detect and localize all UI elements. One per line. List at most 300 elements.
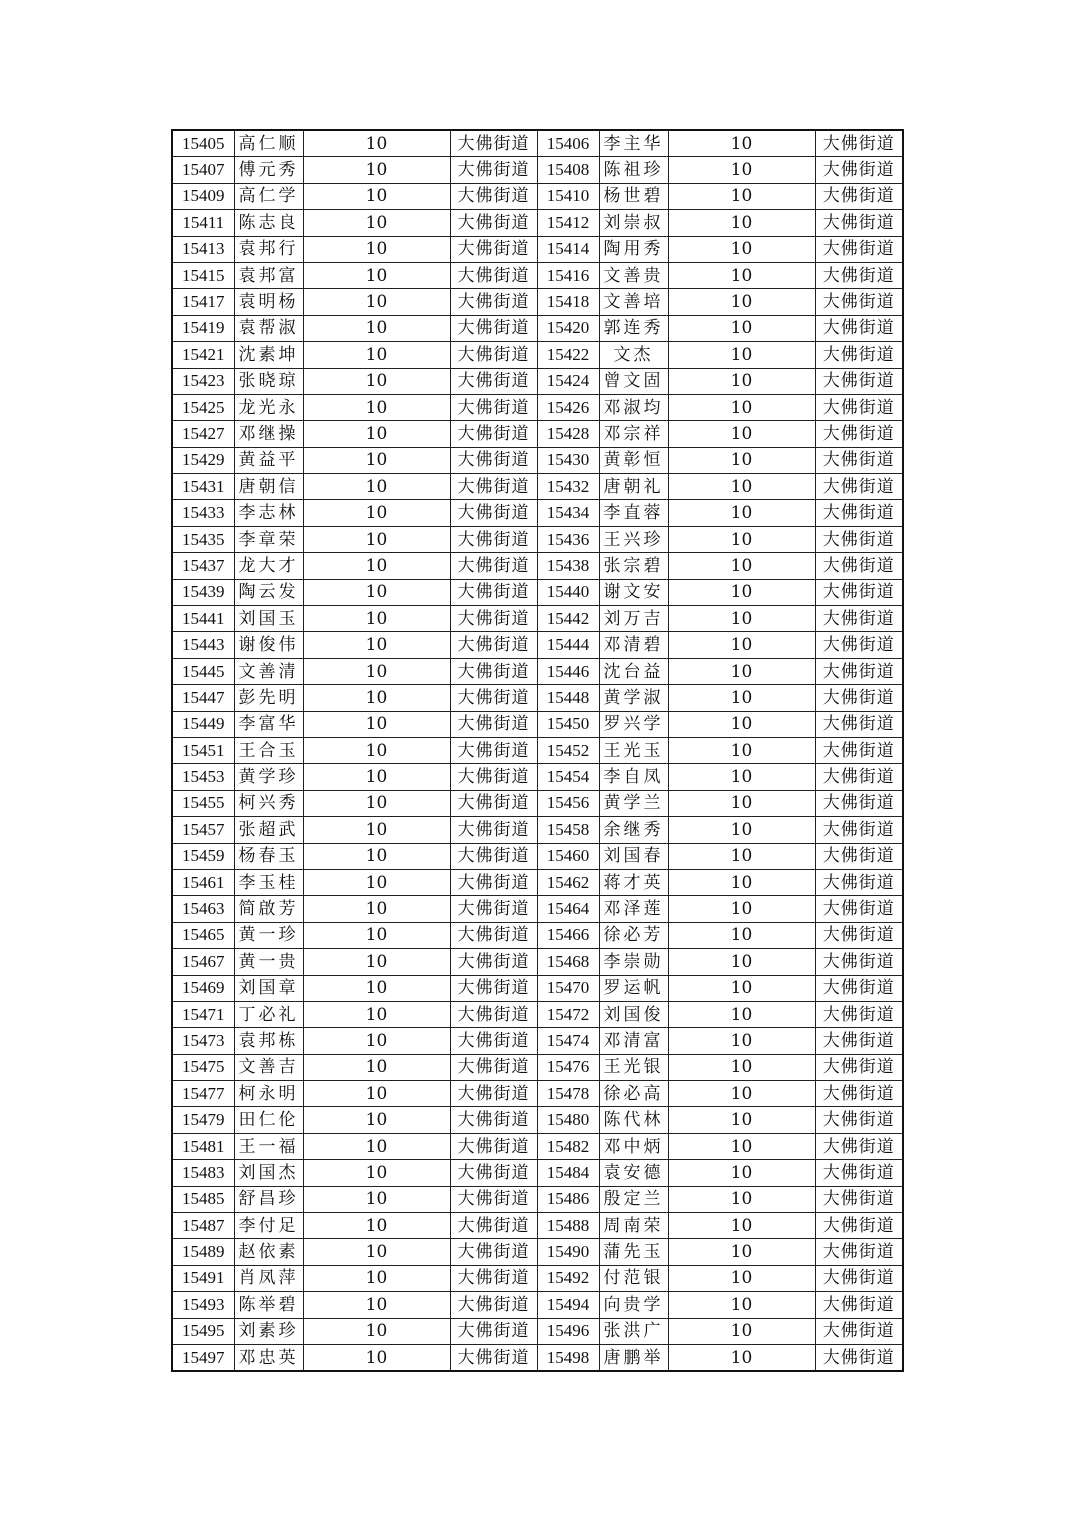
amount-value: 10 bbox=[668, 606, 815, 632]
street-name: 大佛街道 bbox=[450, 130, 537, 157]
record-number: 15415 bbox=[172, 262, 234, 288]
person-name: 付范银 bbox=[599, 1265, 668, 1291]
record-number: 15414 bbox=[537, 236, 599, 262]
record-number: 15442 bbox=[537, 606, 599, 632]
street-name: 大佛街道 bbox=[450, 157, 537, 183]
person-name: 邓淑均 bbox=[599, 394, 668, 420]
amount-value: 10 bbox=[303, 1344, 450, 1371]
record-number: 15419 bbox=[172, 315, 234, 341]
record-number: 15453 bbox=[172, 764, 234, 790]
table-row bbox=[172, 843, 903, 869]
person-name: 张晓琼 bbox=[234, 368, 303, 394]
person-name: 王光银 bbox=[599, 1054, 668, 1080]
record-number: 15478 bbox=[537, 1081, 599, 1107]
record-number: 15427 bbox=[172, 421, 234, 447]
street-name: 大佛街道 bbox=[450, 1028, 537, 1054]
amount-value: 10 bbox=[303, 421, 450, 447]
street-name: 大佛街道 bbox=[450, 1081, 537, 1107]
street-name: 大佛街道 bbox=[815, 711, 903, 737]
person-name: 邓宗祥 bbox=[599, 421, 668, 447]
roster-body bbox=[172, 130, 903, 1371]
street-name: 大佛街道 bbox=[450, 949, 537, 975]
person-name: 张洪广 bbox=[599, 1318, 668, 1344]
person-name: 黄益平 bbox=[234, 447, 303, 473]
person-name: 陈祖珍 bbox=[599, 157, 668, 183]
record-number: 15444 bbox=[537, 632, 599, 658]
street-name: 大佛街道 bbox=[815, 606, 903, 632]
amount-value: 10 bbox=[668, 342, 815, 368]
amount-value: 10 bbox=[668, 632, 815, 658]
record-number: 15422 bbox=[537, 342, 599, 368]
record-number: 15459 bbox=[172, 843, 234, 869]
person-name: 刘国俊 bbox=[599, 1001, 668, 1027]
street-name: 大佛街道 bbox=[450, 1160, 537, 1186]
street-name: 大佛街道 bbox=[815, 526, 903, 552]
person-name: 田仁伦 bbox=[234, 1107, 303, 1133]
record-number: 15436 bbox=[537, 526, 599, 552]
person-name: 袁帮淑 bbox=[234, 315, 303, 341]
record-number: 15477 bbox=[172, 1081, 234, 1107]
person-name: 杨春玉 bbox=[234, 843, 303, 869]
amount-value: 10 bbox=[668, 843, 815, 869]
table-row bbox=[172, 1318, 903, 1344]
amount-value: 10 bbox=[303, 526, 450, 552]
street-name: 大佛街道 bbox=[815, 368, 903, 394]
record-number: 15430 bbox=[537, 447, 599, 473]
street-name: 大佛街道 bbox=[450, 685, 537, 711]
record-number: 15446 bbox=[537, 658, 599, 684]
record-number: 15413 bbox=[172, 236, 234, 262]
person-name: 黄彰恒 bbox=[599, 447, 668, 473]
amount-value: 10 bbox=[303, 130, 450, 157]
street-name: 大佛街道 bbox=[450, 183, 537, 209]
amount-value: 10 bbox=[668, 869, 815, 895]
table-row bbox=[172, 658, 903, 684]
record-number: 15418 bbox=[537, 289, 599, 315]
street-name: 大佛街道 bbox=[815, 474, 903, 500]
amount-value: 10 bbox=[303, 262, 450, 288]
person-name: 简啟芳 bbox=[234, 896, 303, 922]
person-name: 彭先明 bbox=[234, 685, 303, 711]
person-name: 黄一珍 bbox=[234, 922, 303, 948]
amount-value: 10 bbox=[668, 1292, 815, 1318]
record-number: 15425 bbox=[172, 394, 234, 420]
record-number: 15443 bbox=[172, 632, 234, 658]
person-name: 李玉桂 bbox=[234, 869, 303, 895]
amount-value: 10 bbox=[668, 500, 815, 526]
person-name: 陶云发 bbox=[234, 579, 303, 605]
street-name: 大佛街道 bbox=[815, 1265, 903, 1291]
street-name: 大佛街道 bbox=[815, 949, 903, 975]
street-name: 大佛街道 bbox=[815, 183, 903, 209]
record-number: 15498 bbox=[537, 1344, 599, 1371]
person-name: 赵依素 bbox=[234, 1239, 303, 1265]
record-number: 15439 bbox=[172, 579, 234, 605]
person-name: 王兴珍 bbox=[599, 526, 668, 552]
amount-value: 10 bbox=[668, 421, 815, 447]
street-name: 大佛街道 bbox=[815, 685, 903, 711]
record-number: 15481 bbox=[172, 1133, 234, 1159]
record-number: 15476 bbox=[537, 1054, 599, 1080]
street-name: 大佛街道 bbox=[815, 500, 903, 526]
person-name: 向贵学 bbox=[599, 1292, 668, 1318]
amount-value: 10 bbox=[668, 685, 815, 711]
amount-value: 10 bbox=[303, 236, 450, 262]
amount-value: 10 bbox=[668, 183, 815, 209]
street-name: 大佛街道 bbox=[815, 394, 903, 420]
table-row bbox=[172, 183, 903, 209]
record-number: 15485 bbox=[172, 1186, 234, 1212]
amount-value: 10 bbox=[303, 896, 450, 922]
record-number: 15451 bbox=[172, 737, 234, 763]
street-name: 大佛街道 bbox=[450, 922, 537, 948]
record-number: 15480 bbox=[537, 1107, 599, 1133]
table-row bbox=[172, 896, 903, 922]
amount-value: 10 bbox=[303, 1081, 450, 1107]
amount-value: 10 bbox=[668, 474, 815, 500]
amount-value: 10 bbox=[303, 183, 450, 209]
record-number: 15464 bbox=[537, 896, 599, 922]
street-name: 大佛街道 bbox=[815, 764, 903, 790]
street-name: 大佛街道 bbox=[815, 843, 903, 869]
person-name: 唐朝信 bbox=[234, 474, 303, 500]
person-name: 杨世碧 bbox=[599, 183, 668, 209]
amount-value: 10 bbox=[303, 975, 450, 1001]
street-name: 大佛街道 bbox=[450, 632, 537, 658]
street-name: 大佛街道 bbox=[450, 1344, 537, 1371]
amount-value: 10 bbox=[303, 579, 450, 605]
amount-value: 10 bbox=[303, 764, 450, 790]
street-name: 大佛街道 bbox=[815, 896, 903, 922]
street-name: 大佛街道 bbox=[815, 130, 903, 157]
street-name: 大佛街道 bbox=[815, 1239, 903, 1265]
table-row bbox=[172, 737, 903, 763]
street-name: 大佛街道 bbox=[450, 421, 537, 447]
amount-value: 10 bbox=[668, 526, 815, 552]
record-number: 15470 bbox=[537, 975, 599, 1001]
record-number: 15447 bbox=[172, 685, 234, 711]
record-number: 15467 bbox=[172, 949, 234, 975]
person-name: 蒋才英 bbox=[599, 869, 668, 895]
street-name: 大佛街道 bbox=[450, 711, 537, 737]
person-name: 袁邦栋 bbox=[234, 1028, 303, 1054]
person-name: 谢文安 bbox=[599, 579, 668, 605]
street-name: 大佛街道 bbox=[450, 1213, 537, 1239]
amount-value: 10 bbox=[303, 817, 450, 843]
amount-value: 10 bbox=[303, 1160, 450, 1186]
street-name: 大佛街道 bbox=[815, 922, 903, 948]
person-name: 陈举碧 bbox=[234, 1292, 303, 1318]
amount-value: 10 bbox=[668, 447, 815, 473]
person-name: 龙大才 bbox=[234, 553, 303, 579]
amount-value: 10 bbox=[668, 289, 815, 315]
person-name: 刘万吉 bbox=[599, 606, 668, 632]
person-name: 唐朝礼 bbox=[599, 474, 668, 500]
record-number: 15463 bbox=[172, 896, 234, 922]
amount-value: 10 bbox=[303, 210, 450, 236]
amount-value: 10 bbox=[303, 157, 450, 183]
amount-value: 10 bbox=[668, 1001, 815, 1027]
amount-value: 10 bbox=[668, 579, 815, 605]
table-row bbox=[172, 157, 903, 183]
amount-value: 10 bbox=[303, 500, 450, 526]
record-number: 15417 bbox=[172, 289, 234, 315]
street-name: 大佛街道 bbox=[450, 526, 537, 552]
person-name: 李直蓉 bbox=[599, 500, 668, 526]
table-row bbox=[172, 368, 903, 394]
street-name: 大佛街道 bbox=[815, 157, 903, 183]
street-name: 大佛街道 bbox=[815, 869, 903, 895]
amount-value: 10 bbox=[303, 342, 450, 368]
amount-value: 10 bbox=[668, 315, 815, 341]
street-name: 大佛街道 bbox=[450, 474, 537, 500]
street-name: 大佛街道 bbox=[815, 236, 903, 262]
record-number: 15405 bbox=[172, 130, 234, 157]
street-name: 大佛街道 bbox=[815, 262, 903, 288]
amount-value: 10 bbox=[303, 658, 450, 684]
amount-value: 10 bbox=[303, 1054, 450, 1080]
street-name: 大佛街道 bbox=[450, 315, 537, 341]
amount-value: 10 bbox=[303, 1133, 450, 1159]
record-number: 15495 bbox=[172, 1318, 234, 1344]
person-name: 李主华 bbox=[599, 130, 668, 157]
person-name: 邓忠英 bbox=[234, 1344, 303, 1371]
street-name: 大佛街道 bbox=[450, 975, 537, 1001]
record-number: 15433 bbox=[172, 500, 234, 526]
person-name: 黄学珍 bbox=[234, 764, 303, 790]
person-name: 郭连秀 bbox=[599, 315, 668, 341]
record-number: 15423 bbox=[172, 368, 234, 394]
record-number: 15450 bbox=[537, 711, 599, 737]
person-name: 周南荣 bbox=[599, 1213, 668, 1239]
table-row bbox=[172, 342, 903, 368]
person-name: 陈志良 bbox=[234, 210, 303, 236]
record-number: 15420 bbox=[537, 315, 599, 341]
person-name: 丁必礼 bbox=[234, 1001, 303, 1027]
table-row bbox=[172, 764, 903, 790]
record-number: 15408 bbox=[537, 157, 599, 183]
record-number: 15452 bbox=[537, 737, 599, 763]
table-row bbox=[172, 394, 903, 420]
person-name: 高仁学 bbox=[234, 183, 303, 209]
street-name: 大佛街道 bbox=[815, 1318, 903, 1344]
street-name: 大佛街道 bbox=[450, 289, 537, 315]
table-row bbox=[172, 579, 903, 605]
person-name: 袁邦富 bbox=[234, 262, 303, 288]
person-name: 蒲先玉 bbox=[599, 1239, 668, 1265]
amount-value: 10 bbox=[303, 447, 450, 473]
street-name: 大佛街道 bbox=[815, 975, 903, 1001]
person-name: 文善培 bbox=[599, 289, 668, 315]
record-number: 15465 bbox=[172, 922, 234, 948]
record-number: 15409 bbox=[172, 183, 234, 209]
amount-value: 10 bbox=[303, 843, 450, 869]
person-name: 李富华 bbox=[234, 711, 303, 737]
street-name: 大佛街道 bbox=[450, 500, 537, 526]
person-name: 柯永明 bbox=[234, 1081, 303, 1107]
amount-value: 10 bbox=[668, 1160, 815, 1186]
record-number: 15440 bbox=[537, 579, 599, 605]
amount-value: 10 bbox=[668, 1239, 815, 1265]
amount-value: 10 bbox=[668, 1344, 815, 1371]
table-row bbox=[172, 1292, 903, 1318]
person-name: 舒昌珍 bbox=[234, 1186, 303, 1212]
street-name: 大佛街道 bbox=[450, 1107, 537, 1133]
amount-value: 10 bbox=[303, 1265, 450, 1291]
street-name: 大佛街道 bbox=[450, 342, 537, 368]
amount-value: 10 bbox=[303, 1292, 450, 1318]
person-name: 傅元秀 bbox=[234, 157, 303, 183]
amount-value: 10 bbox=[303, 711, 450, 737]
record-number: 15493 bbox=[172, 1292, 234, 1318]
table-row bbox=[172, 1054, 903, 1080]
amount-value: 10 bbox=[303, 1186, 450, 1212]
amount-value: 10 bbox=[668, 236, 815, 262]
street-name: 大佛街道 bbox=[450, 447, 537, 473]
amount-value: 10 bbox=[668, 1213, 815, 1239]
record-number: 15407 bbox=[172, 157, 234, 183]
record-number: 15448 bbox=[537, 685, 599, 711]
person-name: 柯兴秀 bbox=[234, 790, 303, 816]
record-number: 15421 bbox=[172, 342, 234, 368]
record-number: 15432 bbox=[537, 474, 599, 500]
street-name: 大佛街道 bbox=[815, 421, 903, 447]
table-row bbox=[172, 869, 903, 895]
street-name: 大佛街道 bbox=[450, 262, 537, 288]
table-row bbox=[172, 526, 903, 552]
street-name: 大佛街道 bbox=[450, 1186, 537, 1212]
street-name: 大佛街道 bbox=[815, 1107, 903, 1133]
person-name: 王合玉 bbox=[234, 737, 303, 763]
record-number: 15462 bbox=[537, 869, 599, 895]
record-number: 15431 bbox=[172, 474, 234, 500]
amount-value: 10 bbox=[668, 1186, 815, 1212]
table-row bbox=[172, 790, 903, 816]
person-name: 刘国玉 bbox=[234, 606, 303, 632]
amount-value: 10 bbox=[303, 1107, 450, 1133]
street-name: 大佛街道 bbox=[450, 817, 537, 843]
person-name: 高仁顺 bbox=[234, 130, 303, 157]
record-number: 15435 bbox=[172, 526, 234, 552]
record-number: 15461 bbox=[172, 869, 234, 895]
table-row bbox=[172, 474, 903, 500]
record-number: 15469 bbox=[172, 975, 234, 1001]
street-name: 大佛街道 bbox=[815, 579, 903, 605]
record-number: 15466 bbox=[537, 922, 599, 948]
amount-value: 10 bbox=[668, 922, 815, 948]
person-name: 李志林 bbox=[234, 500, 303, 526]
table-row bbox=[172, 447, 903, 473]
amount-value: 10 bbox=[668, 949, 815, 975]
amount-value: 10 bbox=[668, 1054, 815, 1080]
record-number: 15458 bbox=[537, 817, 599, 843]
record-number: 15492 bbox=[537, 1265, 599, 1291]
table-row bbox=[172, 289, 903, 315]
person-name: 邓清富 bbox=[599, 1028, 668, 1054]
person-name: 肖凤萍 bbox=[234, 1265, 303, 1291]
person-name: 邓泽莲 bbox=[599, 896, 668, 922]
amount-value: 10 bbox=[668, 262, 815, 288]
record-number: 15457 bbox=[172, 817, 234, 843]
person-name: 罗运帆 bbox=[599, 975, 668, 1001]
amount-value: 10 bbox=[303, 737, 450, 763]
record-number: 15491 bbox=[172, 1265, 234, 1291]
amount-value: 10 bbox=[303, 949, 450, 975]
record-number: 15490 bbox=[537, 1239, 599, 1265]
amount-value: 10 bbox=[668, 157, 815, 183]
person-name: 李付足 bbox=[234, 1213, 303, 1239]
amount-value: 10 bbox=[303, 606, 450, 632]
record-number: 15441 bbox=[172, 606, 234, 632]
record-number: 15460 bbox=[537, 843, 599, 869]
amount-value: 10 bbox=[668, 1133, 815, 1159]
person-name: 邓继操 bbox=[234, 421, 303, 447]
street-name: 大佛街道 bbox=[815, 1081, 903, 1107]
street-name: 大佛街道 bbox=[815, 289, 903, 315]
street-name: 大佛街道 bbox=[450, 1292, 537, 1318]
roster-table bbox=[171, 129, 904, 1372]
table-row bbox=[172, 1001, 903, 1027]
person-name: 邓清碧 bbox=[599, 632, 668, 658]
person-name: 罗兴学 bbox=[599, 711, 668, 737]
amount-value: 10 bbox=[303, 869, 450, 895]
table-row bbox=[172, 1186, 903, 1212]
record-number: 15483 bbox=[172, 1160, 234, 1186]
street-name: 大佛街道 bbox=[815, 632, 903, 658]
record-number: 15489 bbox=[172, 1239, 234, 1265]
table-row bbox=[172, 1028, 903, 1054]
amount-value: 10 bbox=[668, 1318, 815, 1344]
table-row bbox=[172, 1133, 903, 1159]
street-name: 大佛街道 bbox=[815, 1133, 903, 1159]
person-name: 刘国章 bbox=[234, 975, 303, 1001]
person-name: 文善贵 bbox=[599, 262, 668, 288]
table-row bbox=[172, 975, 903, 1001]
record-number: 15437 bbox=[172, 553, 234, 579]
record-number: 15479 bbox=[172, 1107, 234, 1133]
person-name: 李自凤 bbox=[599, 764, 668, 790]
street-name: 大佛街道 bbox=[450, 394, 537, 420]
table-row bbox=[172, 817, 903, 843]
record-number: 15456 bbox=[537, 790, 599, 816]
record-number: 15454 bbox=[537, 764, 599, 790]
record-number: 15494 bbox=[537, 1292, 599, 1318]
table-row bbox=[172, 1160, 903, 1186]
street-name: 大佛街道 bbox=[450, 1133, 537, 1159]
record-number: 15410 bbox=[537, 183, 599, 209]
person-name: 袁邦行 bbox=[234, 236, 303, 262]
table-row bbox=[172, 1081, 903, 1107]
amount-value: 10 bbox=[303, 368, 450, 394]
street-name: 大佛街道 bbox=[450, 210, 537, 236]
table-row bbox=[172, 949, 903, 975]
street-name: 大佛街道 bbox=[815, 447, 903, 473]
record-number: 15484 bbox=[537, 1160, 599, 1186]
record-number: 15406 bbox=[537, 130, 599, 157]
street-name: 大佛街道 bbox=[815, 658, 903, 684]
record-number: 15445 bbox=[172, 658, 234, 684]
person-name: 刘国杰 bbox=[234, 1160, 303, 1186]
person-name: 黄一贵 bbox=[234, 949, 303, 975]
person-name: 黄学兰 bbox=[599, 790, 668, 816]
amount-value: 10 bbox=[668, 1107, 815, 1133]
amount-value: 10 bbox=[303, 315, 450, 341]
amount-value: 10 bbox=[668, 737, 815, 763]
record-number: 15468 bbox=[537, 949, 599, 975]
street-name: 大佛街道 bbox=[450, 843, 537, 869]
amount-value: 10 bbox=[303, 1028, 450, 1054]
person-name: 文善清 bbox=[234, 658, 303, 684]
